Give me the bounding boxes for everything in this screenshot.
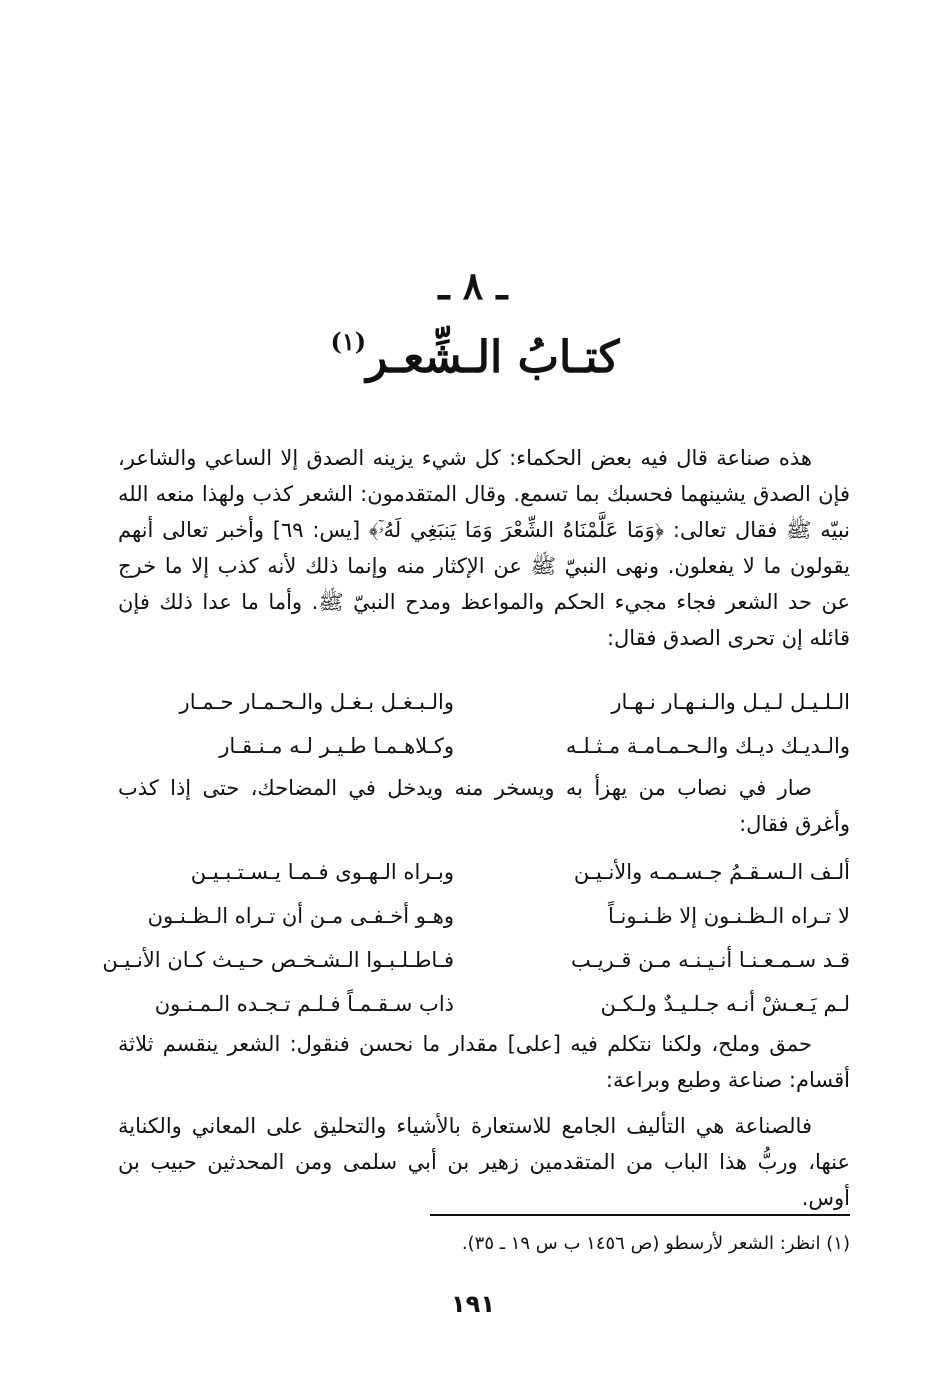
paragraph-divisions: حمق وملح، ولكنا نتكلم فيه [على] مقدار ما نحسن فنقول: الشعر ينقسم ثلاثة أقسام: صناعة وطبع وبراعة: — [118, 1032, 850, 1092]
paragraph-intro: هذه صناعة قال فيه بعض الحكماء: كل شيء يزينه الصدق إلا الساعي والشاعر، فإن الصدق يشينهما فحسبك بما تسمع. وقال المتقدمون: الشعر كذب ولهذا منعه الله نبيّه ﷺ فقال تعالى: ﴿وَمَا عَلَّمْنَاهُ الشِّعْرَ وَمَا يَنبَغِي لَهُۥٓ﴾ [يس: ٦٩] وأخبر تعالى أنهم يقولون ما لا يفعلون. ونهى النبيّ ﷺ عن الإكثار منه وإنما ذلك لأنه كذب إلا ما خرج عن حد الشعر فجاء مجيء الحكم والمواعظ ومدح النبيّ ﷺ. وأما ما عدا ذلك فإن قائله إن تحرى الصدق فقال: — [118, 446, 850, 650]
verse-first-hemistich: والـديـك ديـك والـحـمـامـة مـثـلـه — [565, 734, 850, 758]
verse-first-hemistich: قـد سـمـعـنـا أنـيـنـه مـن قـريـب — [571, 948, 850, 972]
chapter-title-text: كتـابُ الـشِّعـر — [366, 332, 620, 383]
verse-line — [118, 894, 850, 938]
chapter-number: ـ ٨ ـ — [438, 263, 508, 308]
verse-second-hemistich: ذاب سـقـمـاً فـلـم تـجـده الـمـنـون — [154, 992, 454, 1016]
footnote: (١) انظر: الشعر لأرسطو (ص ١٤٥٦ ب س ١٩ ـ ٣٥). — [461, 1233, 850, 1254]
verse-second-hemistich: وبـراه الـهـوى فـمـا يـسـتـبـيـن — [190, 860, 454, 884]
verse-line — [118, 982, 850, 1026]
page-number: ١٩١ — [451, 1290, 495, 1318]
verse-first-hemistich: الـلـيـل لـيـل والـنـهـار نـهـار — [611, 690, 850, 714]
verse-first-hemistich: ألـف الـسـقـمُ جـسـمـه والأنـيـن — [573, 860, 850, 884]
paragraph-craft: فالصناعة هي التأليف الجامع للاستعارة بالأشياء والتحليق على المعاني والكناية عنها، وربُّ هذا الباب من المتقدمين زهير بن أبي سلمى ومن المحدثين حبيب بن أوس. — [118, 1114, 850, 1210]
verse-second-hemistich: وهـو أخـفـى مـن أن تـراه الـظـنـون — [147, 904, 454, 928]
verse-line — [102, 938, 850, 982]
verse-first-hemistich: لـم يَـعـشْ أنـه جـلـيـدٌ ولـكـن — [600, 992, 850, 1016]
chapter-title — [0, 312, 946, 388]
verse-line — [118, 850, 850, 894]
footnote-reference: (١) — [330, 327, 367, 356]
footnote-divider — [430, 1214, 850, 1216]
verse-first-hemistich: لا تـراه الـظـنـون إلا ظـنـونـاً — [607, 904, 850, 928]
verse-second-hemistich: والـبـغـل بـغـل والـحـمـار حـمـار — [179, 690, 454, 714]
verse-line — [118, 680, 850, 724]
verse-second-hemistich: فـاطـلـبـوا الـشـخـص حـيـث كـان الأنـيـن — [102, 948, 454, 972]
paragraph-transition: صار في نصاب من يهزأ به ويسخر منه ويدخل في المضاحك، حتى إذا كذب وأغرق فقال: — [118, 776, 850, 836]
verse-second-hemistich: وكـلاهـمـا طـيـر لـه مـنـقـار — [219, 734, 454, 758]
verse-line — [118, 724, 850, 768]
